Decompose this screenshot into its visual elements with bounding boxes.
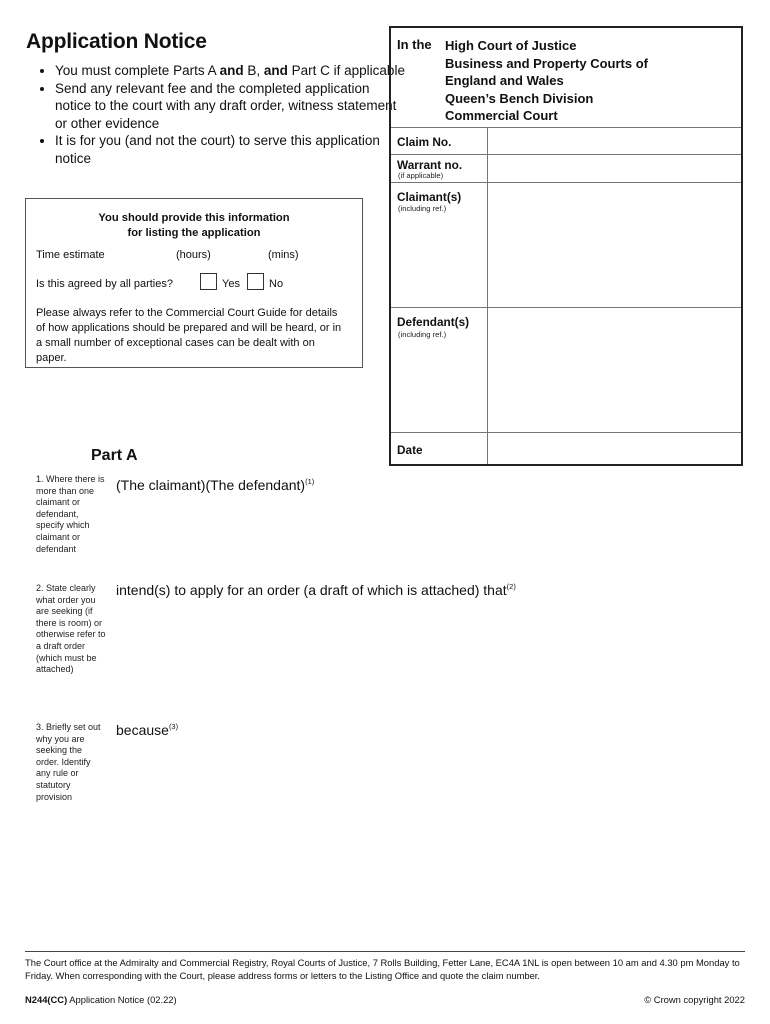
court-header	[391, 28, 741, 128]
yes-checkbox[interactable]	[200, 273, 217, 290]
defendant-sublabel: (including ref.)	[398, 330, 447, 339]
q3-answer-field[interactable]	[116, 743, 736, 943]
court-name-line: High Court of Justice	[445, 38, 577, 53]
instruction-item: • It is for you (and not the court) to serve this application notice	[55, 132, 405, 167]
instructions-list	[36, 62, 405, 168]
q3-guidance-note: 3. Briefly set out why you are seeking the order. Identify any rule or statutory provision	[36, 722, 101, 802]
in-the-label: In the	[397, 37, 432, 52]
instruction-item	[55, 62, 405, 80]
claim-no-label: Claim No.	[397, 135, 452, 149]
claim-no-row	[391, 127, 741, 155]
q2-guidance-note: 2. State clearly what order you are seeking (if there is room) or otherwise refer to a draft order (which must be attached)	[36, 583, 106, 675]
instruction-text: B,	[243, 63, 264, 78]
footer-divider	[25, 951, 745, 952]
defendant-label: Defendant(s)	[397, 315, 470, 329]
q2-order-text	[116, 582, 516, 598]
instruction-item: • Send any relevant fee and the completed application notice to the court with any draft order, witness statement or other evidence	[55, 80, 405, 133]
court-name-line: Business and Property Courts of	[445, 55, 648, 71]
warrant-no-row	[391, 155, 741, 183]
q1-footnote-ref: (1)	[305, 477, 315, 486]
warrant-no-field[interactable]	[487, 155, 741, 182]
page-title: Application Notice	[26, 30, 207, 53]
q2-footnote-ref: (2)	[506, 582, 516, 591]
form-title: Application Notice (02.22)	[69, 994, 177, 1005]
q1-text: (The claimant)(The defendant)	[116, 477, 306, 493]
court-name	[445, 37, 648, 125]
instruction-text: Part C if applicable	[287, 63, 405, 78]
q3-text: because	[116, 722, 169, 738]
commercial-court-guide-note: Please always refer to the Commercial Court Guide for details of how applications should be prepared and will be heard, or in a small number of exceptional cases can be dealt with on paper.	[36, 307, 342, 364]
defendant-row	[391, 308, 741, 433]
listing-heading	[26, 211, 362, 241]
agreed-question: Is this agreed by all parties?	[36, 278, 173, 290]
warrant-no-label: Warrant no.	[397, 158, 463, 172]
court-details-box	[389, 26, 743, 466]
instruction-emphasis: and	[219, 63, 244, 78]
claimant-field[interactable]	[487, 183, 741, 307]
listing-info-box	[25, 198, 363, 368]
q2-text: intend(s) to apply for an order (a draft of which is attached) that	[116, 582, 507, 598]
yes-label: Yes	[222, 278, 240, 290]
claimant-label: Claimant(s)	[397, 190, 462, 204]
date-field[interactable]	[487, 433, 741, 464]
warrant-no-sublabel: (if applicable)	[398, 171, 444, 180]
form-code: N244(CC)	[25, 994, 68, 1005]
court-office-note: The Court office at the Admiralty and Commercial Registry, Royal Courts of Justice, 7 Rolls Building, Fetter Lane, EC4A 1NL is open between 10 am and 4.30 pm Monday to Friday. When corresponding with the Court, please address forms or letters to the Listing Office and quote the claim number.	[25, 957, 740, 981]
claimant-sublabel: (including ref.)	[398, 204, 447, 213]
court-name-line: Queen’s Bench Division	[445, 90, 594, 106]
court-name-line: England and Wales	[445, 73, 564, 88]
no-label: No	[269, 278, 284, 290]
instruction-text: You must complete Parts A	[55, 63, 220, 78]
part-a-heading: Part A	[91, 447, 138, 464]
q2-answer-field[interactable]	[116, 603, 736, 715]
q1-answer-field[interactable]	[116, 498, 736, 578]
instruction-emphasis: and	[263, 63, 288, 78]
claimant-row	[391, 183, 741, 308]
date-row	[391, 433, 741, 464]
hours-label: (hours)	[176, 249, 211, 261]
mins-label: (mins)	[268, 249, 299, 261]
q1-party-text	[116, 477, 314, 493]
copyright-notice: © Crown copyright 2022	[644, 994, 745, 1005]
q3-footnote-ref: (3)	[168, 722, 179, 731]
defendant-field[interactable]	[487, 308, 741, 432]
no-checkbox[interactable]	[247, 273, 264, 290]
date-label: Date	[397, 443, 423, 457]
listing-heading-line: You should provide this information	[98, 212, 290, 224]
listing-heading-line: for listing the application	[127, 227, 261, 239]
form-reference	[25, 994, 177, 1005]
court-name-line: Commercial Court	[445, 108, 558, 123]
agreed-row	[36, 273, 356, 295]
q3-reason-text	[116, 722, 178, 738]
claim-no-field[interactable]	[487, 127, 741, 154]
time-estimate-label: Time estimate	[36, 249, 105, 261]
q1-guidance-note: 1. Where there is more than one claimant or defendant, specify which claimant or defendant	[36, 474, 105, 554]
